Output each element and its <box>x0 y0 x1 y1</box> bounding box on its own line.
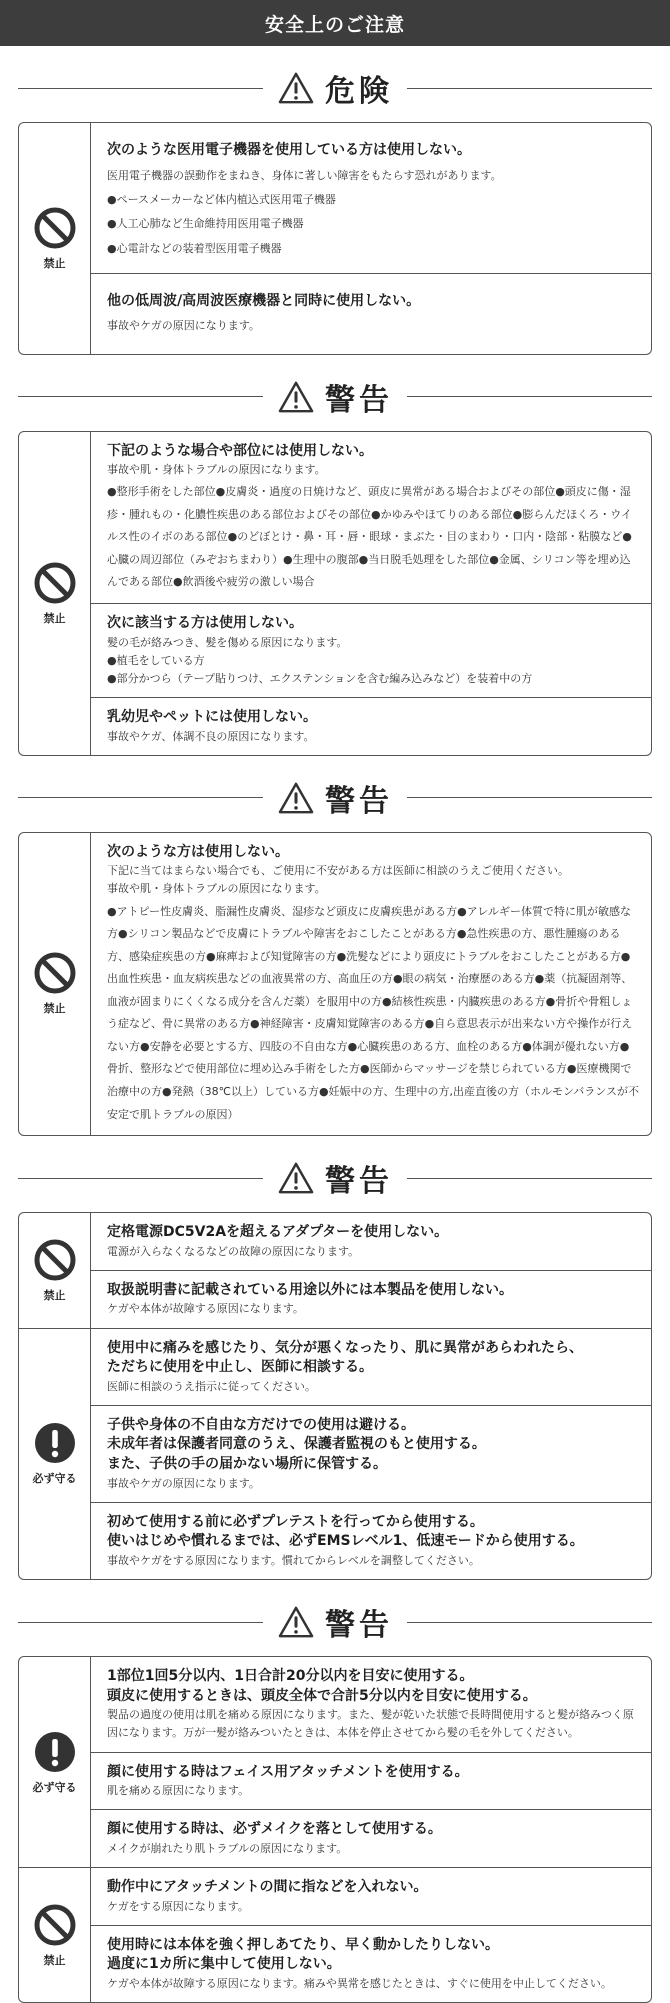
item-heading: 使用時には本体を強く押しあてたり、早く動かしたりしない。 <box>107 1936 499 1953</box>
item-text: 医用電子機器の誤動作をまねき、身体に著しい障害をもたらす恐れがあります。 <box>107 168 502 182</box>
item-heading: 次のような方は使用しない。 <box>107 843 289 860</box>
warning-item <box>91 1270 651 1328</box>
item-text: ケガをする原因になります。 <box>107 1899 249 1913</box>
must-icon-column <box>19 1657 91 1867</box>
danger-item <box>91 123 651 273</box>
prohibit-group <box>19 432 651 755</box>
item-text: ●植毛をしている方 <box>107 653 205 667</box>
item-text: 事故やケガをする原因になります。慣れてからレベルを調整してください。 <box>107 1554 480 1567</box>
divider <box>407 797 652 798</box>
warning-item <box>91 1657 651 1751</box>
divider <box>18 88 263 89</box>
item-heading: また、子供の手の届かない場所に保管する。 <box>107 1456 387 1473</box>
item-paragraph: ●アトピー性皮膚炎、脂漏性皮膚炎、湿疹など頭皮に皮膚疾患がある方●アレルギー体質で特に肌が敏感な方●シリコン製品などで皮膚にトラブルや障害をおこしたことがある方●急性疾患の方、悪性腫瘍のある方、感染症疾患の方●麻痺および知覚障害の方●洗髪などにより頭皮にトラブルをおこしたことがある方●出血性疾患・血友病疾患などの血液異常の方、高血圧の方●眼の病気・治療歴のある方●薬（抗凝固剤等、血液が固まりにくくなる成分を含んだ薬）を服用中の方●結核性疾患・内臓疾患のある方●骨折や骨粗しょう症など、骨に異常のある方●神経障害・皮膚知覚障害のある方●自ら意思表示が出来ない方や操作が行えない方●安静を必要とする方、四肢の不自由な方●心臓疾患のある方、血栓のある方●体調が優れない方●骨折、整形などで使用部位に埋め込み手術をした方●医師からマッサージを禁じられている方●医療機関で治療中の方●発熱（38℃以上）している方●妊娠中の方、生理中の方,出産直後の方（ホルモンバランスが不安定で肌トラブルの原因） <box>107 904 639 1121</box>
warning-heading-text: 警告 <box>325 1164 393 1200</box>
item-text: 肌を痛める原因になります。 <box>107 1784 250 1798</box>
warning-item <box>91 1502 651 1579</box>
warning-heading <box>18 1594 652 1650</box>
prohibit-group <box>19 833 651 1135</box>
item-text: メイクが崩れたり肌トラブルの原因になります。 <box>107 1841 348 1855</box>
item-heading: 次のような医用電子機器を使用している方は使用しない。 <box>107 142 471 158</box>
item-text: ケガや本体が故障する原因になります。 <box>107 1302 304 1316</box>
item-heading: 動作中にアタッチメントの間に指などを入れない。 <box>107 1879 428 1896</box>
exclamation-icon <box>33 1730 77 1774</box>
prohibit-icon-column <box>19 833 91 1135</box>
must-icon-column <box>19 1329 91 1580</box>
item-heading: 顔に使用する時はフェイス用アタッチメントを使用する。 <box>107 1763 469 1780</box>
warning-item <box>91 1868 651 1925</box>
item-text: ケガや本体が故障する原因になります。痛みや異常を感じたときは、すぐに使用を中止してください。 <box>107 1977 612 1990</box>
must-label: 必ず守る <box>32 1472 77 1486</box>
item-heading: 頭皮に使用するときは、頭皮全体で合計5分以内を目安に使用する。 <box>107 1687 537 1704</box>
warning-heading-text: 警告 <box>325 1608 393 1644</box>
item-text: 事故や肌・身体トラブルの原因になります。 <box>107 463 326 477</box>
warning-box <box>18 431 652 756</box>
danger-box <box>18 122 652 355</box>
warning-item <box>91 1809 651 1867</box>
prohibit-label: 禁止 <box>43 1002 66 1016</box>
prohibit-label: 禁止 <box>43 611 66 625</box>
item-text: 事故や肌・身体トラブルの原因になります。 <box>107 882 326 896</box>
item-paragraph: ●整形手術をした部位●皮膚炎・過度の日焼けなど、頭皮に異常がある場合およびその部位●頭皮に傷・湿疹・腫れもの・化膿性疾患のある部位およびその部位●かゆみやほてりのある部位●膨らんだほくろ・ウイルス性のイボのある部位●のどぼとけ・鼻・耳・唇・眼球・まぶた・目のまわり・口内・陰部・粘膜など●心臓の周辺部位（みぞおちまわり）●生理中の腹部●当日脱毛処理をした部位●金属、シリコン等を埋め込んである部位●飲酒後や疲労の激しい場合 <box>107 485 632 589</box>
item-heading: 使用中に痛みを感じたり、気分が悪くなったり、肌に異常があらわれたら、 <box>107 1339 583 1356</box>
warning-item <box>91 432 651 603</box>
warning-box <box>18 1212 652 1580</box>
item-text: 髪の毛が絡みつき、髪を傷める原因になります。 <box>107 635 348 649</box>
prohibit-icon-column <box>19 432 91 755</box>
divider <box>407 1178 652 1179</box>
item-heading: 取扱説明書に記載されている用途以外には本製品を使用しない。 <box>107 1281 513 1298</box>
item-text: 医師に相談のうえ指示に従ってください。 <box>107 1379 316 1393</box>
item-text: 事故やケガ、体調不良の原因になります。 <box>107 729 315 743</box>
prohibit-group <box>19 123 651 354</box>
divider <box>407 396 652 397</box>
prohibit-icon-column <box>19 1213 91 1327</box>
item-heading: 過度に1カ所に集中して使用しない。 <box>107 1956 341 1973</box>
warning-icon <box>277 71 315 105</box>
warning-icon <box>277 380 315 414</box>
warning-heading <box>18 369 652 425</box>
must-group <box>19 1657 651 1867</box>
warning-box <box>18 1656 652 2003</box>
item-heading: 使いはじめや慣れるまでは、必ずEMSレベル1、低速モードから使用する。 <box>107 1533 584 1550</box>
list-item: ●人工心肺など生命維持用医用電子機器 <box>107 217 304 231</box>
item-heading: 下記のような場合や部位には使用しない。 <box>107 442 373 459</box>
item-heading: 定格電源DC5V2Aを超えるアダプターを使用しない。 <box>107 1224 449 1241</box>
item-heading: 乳幼児やペットには使用しない。 <box>107 709 317 726</box>
warning-item <box>91 1925 651 2002</box>
warning-item <box>91 1329 651 1405</box>
divider <box>18 797 263 798</box>
warning-item <box>91 697 651 755</box>
prohibit-group <box>19 1867 651 2002</box>
warning-heading <box>18 770 652 826</box>
warning-heading-text: 警告 <box>325 382 393 418</box>
prohibited-icon <box>33 1903 77 1947</box>
item-heading: 未成年者は保護者同意のうえ、保護者監視のもと使用する。 <box>107 1436 486 1453</box>
prohibit-icon-column <box>19 123 91 354</box>
warning-icon <box>277 781 315 815</box>
item-heading: 子供や身体の不自由な方だけでの使用は避ける。 <box>107 1416 415 1433</box>
warning-box <box>18 832 652 1136</box>
prohibited-icon <box>33 206 77 250</box>
prohibit-label: 禁止 <box>43 1953 66 1967</box>
warning-icon <box>277 1161 315 1195</box>
item-heading: 他の低周波/高周波医療機器と同時に使用しない。 <box>107 292 421 309</box>
item-text: 事故やケガの原因になります。 <box>107 1476 260 1490</box>
divider <box>407 1622 652 1623</box>
divider <box>407 88 652 89</box>
warning-icon <box>277 1605 315 1639</box>
warning-item <box>91 1405 651 1502</box>
danger-item <box>91 273 651 354</box>
warning-item <box>91 833 651 1135</box>
warning-heading-text: 警告 <box>325 783 393 819</box>
item-text: 下記に当てはまらない場合でも、ご使用に不安がある方は医師に相談のうえご使用ください。 <box>107 864 569 878</box>
item-text: 電源が入らなくなるなどの故障の原因になります。 <box>107 1244 360 1258</box>
warning-item <box>91 1213 651 1270</box>
prohibit-label: 禁止 <box>43 256 66 270</box>
divider <box>18 396 263 397</box>
divider <box>18 1622 263 1623</box>
must-group <box>19 1328 651 1580</box>
must-label: 必ず守る <box>32 1780 77 1794</box>
prohibited-icon <box>33 951 77 995</box>
item-heading: ただちに使用を中止し、医師に相談する。 <box>107 1359 373 1376</box>
warning-item <box>91 1752 651 1810</box>
item-text: 製品の過度の使用は肌を痛める原因になります。また、髪が乾いた状態で長時間使用すると髪が絡みつく原因になります。万が一髪が絡みついたときは、本体を停止させてから髪の毛を外してください。 <box>107 1708 634 1740</box>
list-item: ●ペースメーカーなど体内植込式医用電子機器 <box>107 192 336 206</box>
list-item: ●心電計などの装着型医用電子機器 <box>107 242 282 256</box>
warning-heading <box>18 1150 652 1206</box>
item-heading: 次に該当する方は使用しない。 <box>107 615 303 631</box>
prohibit-icon-column <box>19 1868 91 2002</box>
item-heading: 顔に使用する時は、必ずメイクを落として使用する。 <box>107 1821 442 1838</box>
danger-heading <box>18 60 652 116</box>
item-text: ●部分かつら（テープ貼りつけ、エクステンションを含む編み込みなど）を装着中の方 <box>107 671 533 685</box>
item-heading: 1部位1回5分以内、1日合計20分以内を目安に使用する。 <box>107 1668 474 1685</box>
prohibited-icon <box>33 561 77 605</box>
divider <box>18 1178 263 1179</box>
prohibited-icon <box>33 1238 77 1282</box>
danger-heading-text: 危険 <box>325 74 393 109</box>
prohibit-group <box>19 1213 651 1327</box>
prohibit-label: 禁止 <box>43 1288 66 1302</box>
warning-item <box>91 603 651 697</box>
item-text: 事故やケガの原因になります。 <box>107 319 260 333</box>
exclamation-icon <box>33 1421 77 1465</box>
item-heading: 初めて使用する前に必ずプレテストを行ってから使用する。 <box>107 1513 484 1530</box>
page-title: 安全上のご注意 <box>0 0 670 46</box>
